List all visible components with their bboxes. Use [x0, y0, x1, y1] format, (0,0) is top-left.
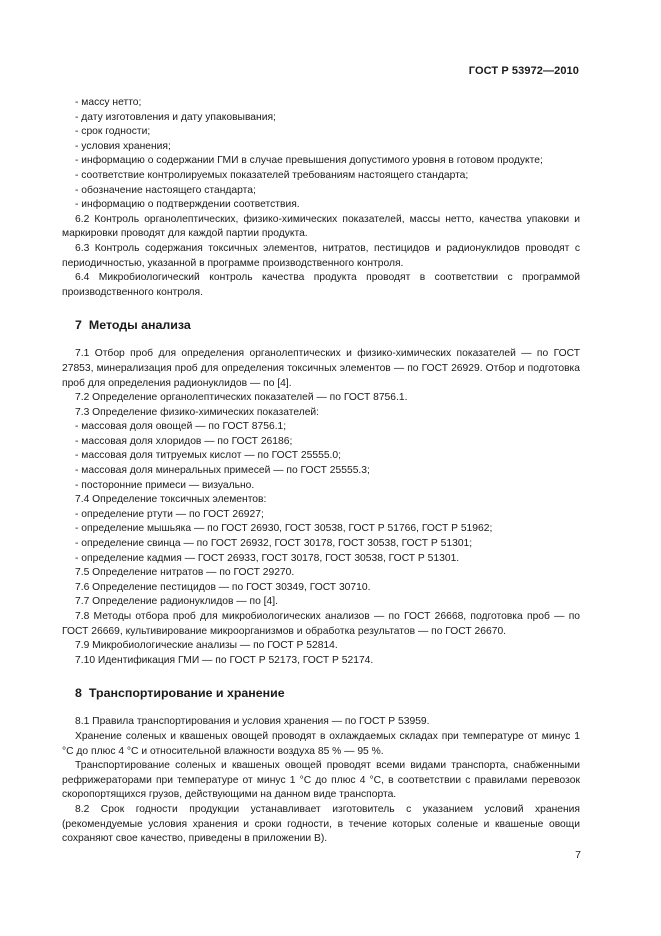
list-item: - дату изготовления и дату упаковывания; [75, 111, 276, 123]
paragraph-7-4: 7.4 Определение токсичных элементов: [75, 494, 267, 506]
list-7-3 [62, 420, 580, 493]
list-item: - посторонние примеси — визуально. [75, 479, 255, 491]
paragraph-8-1-transport: Транспортирование соленых и квашеных овощей проводят всеми видами транспорта, снабженными рефрижераторами при температуре от минус 1 °С до плюс 4 °С, в соответствии с правилами перевозок скоропортящихся грузов, действующими на данном виде транспорта. [62, 760, 580, 801]
paragraph-6-2: 6.2 Контроль органолептических, физико-химических показателей, массы нетто, качества упаковки и маркировки проводят для каждой партии продукта. [62, 213, 580, 240]
paragraph-8-2: 8.2 Срок годности продукции устанавливает изготовитель с указанием условий хранения (рекомендуемые условия хранения и сроки годности, в течение которых соленые и квашеные овощи сохраняют свое качество, приведены в приложении В). [62, 803, 580, 845]
paragraph-7-6: 7.6 Определение пестицидов — по ГОСТ 30349, ГОСТ 30710. [75, 581, 371, 593]
list-item: - информацию о подтверждении соответствия. [75, 199, 300, 211]
list-item: - обозначение настоящего стандарта; [75, 184, 256, 196]
document-body [62, 96, 580, 847]
paragraph-7-2: 7.2 Определение органолептических показателей — по ГОСТ 8756.1. [75, 392, 408, 404]
list-item: - определение кадмия — ГОСТ 26933, ГОСТ 30178, ГОСТ 30538, ГОСТ Р 51301. [75, 552, 460, 564]
paragraph-8-1: 8.1 Правила транспортирования и условия хранения — по ГОСТ Р 53959. [75, 716, 430, 728]
section-7-title: Методы анализа [88, 318, 191, 333]
list-item: - срок годности; [75, 126, 151, 138]
list-item: - соответствие контролируемых показателей требованиям настоящего стандарта; [75, 169, 469, 181]
list-item: - информацию о содержании ГМИ в случае превышения допустимого уровня в готовом продукте; [75, 155, 543, 167]
list-item: - массовая доля хлоридов — по ГОСТ 26186; [75, 435, 293, 447]
section-8-heading [75, 685, 580, 701]
list-item: - определение мышьяка — по ГОСТ 26930, ГОСТ 30538, ГОСТ Р 51766, ГОСТ Р 51962; [75, 523, 493, 535]
paragraph-8-1-storage: Хранение соленых и квашеных овощей проводят в охлаждаемых складах при температуре от минус 1 °С до плюс 4 °С и относительной влажности воздуха 85 % — 95 %. [62, 730, 580, 757]
list-7-4 [62, 508, 580, 566]
list-item: - массовая доля овощей — по ГОСТ 8756.1; [75, 421, 287, 433]
paragraph-7-5: 7.5 Определение нитратов — по ГОСТ 29270. [75, 567, 295, 579]
list-item: - определение ртути — по ГОСТ 26927; [75, 508, 264, 520]
list-item: - массовая доля титруемых кислот — по ГОСТ 25555.0; [75, 450, 342, 462]
paragraph-7-10: 7.10 Идентификация ГМИ — по ГОСТ Р 52173, ГОСТ Р 52174. [75, 654, 374, 666]
paragraph-7-8: 7.8 Методы отбора проб для микробиологических анализов — по ГОСТ 26668, подготовка проб — по ГОСТ 26669, культивирование микроорганизмов и обработка результатов — по ГОСТ 26670. [62, 611, 580, 637]
list-item: - определение свинца — по ГОСТ 26932, ГОСТ 30178, ГОСТ 30538, ГОСТ Р 51301; [75, 538, 473, 550]
section-8-title: Транспортирование и хранение [88, 686, 285, 701]
paragraph-6-3: 6.3 Контроль содержания токсичных элементов, нитратов, пестицидов и радионуклидов проводят с периодичностью, указанной в программе производственного контроля. [62, 242, 580, 269]
section-7-heading [75, 317, 580, 333]
list-item: - массу нетто; [75, 97, 142, 108]
paragraph-7-1: 7.1 Отбор проб для определения органолептических и физико-химических показателей — по ГОСТ 27853, минерализация проб для определения токсичных элементов — по ГОСТ 26929. Отбор и подготовка проб для определения радионуклидов — по [4]. [62, 348, 580, 389]
page-number: 7 [575, 849, 581, 861]
list-item: - условия хранения; [75, 140, 171, 152]
list-top [62, 96, 580, 213]
section-8-number: 8 [75, 686, 82, 701]
paragraph-7-9: 7.9 Микробиологические анализы — по ГОСТ Р 52814. [75, 640, 338, 652]
standard-designation: ГОСТ Р 53972—2010 [468, 65, 579, 77]
paragraph-7-7: 7.7 Определение радионуклидов — по [4]. [75, 596, 278, 608]
paragraph-6-4: 6.4 Микробиологический контроль качества продукта проводят в соответствии с программой производственного контроля. [62, 272, 580, 298]
paragraph-7-3: 7.3 Определение физико-химических показателей: [75, 406, 320, 418]
list-item: - массовая доля минеральных примесей — по ГОСТ 25555.3; [75, 465, 370, 477]
section-7-number: 7 [75, 318, 82, 333]
